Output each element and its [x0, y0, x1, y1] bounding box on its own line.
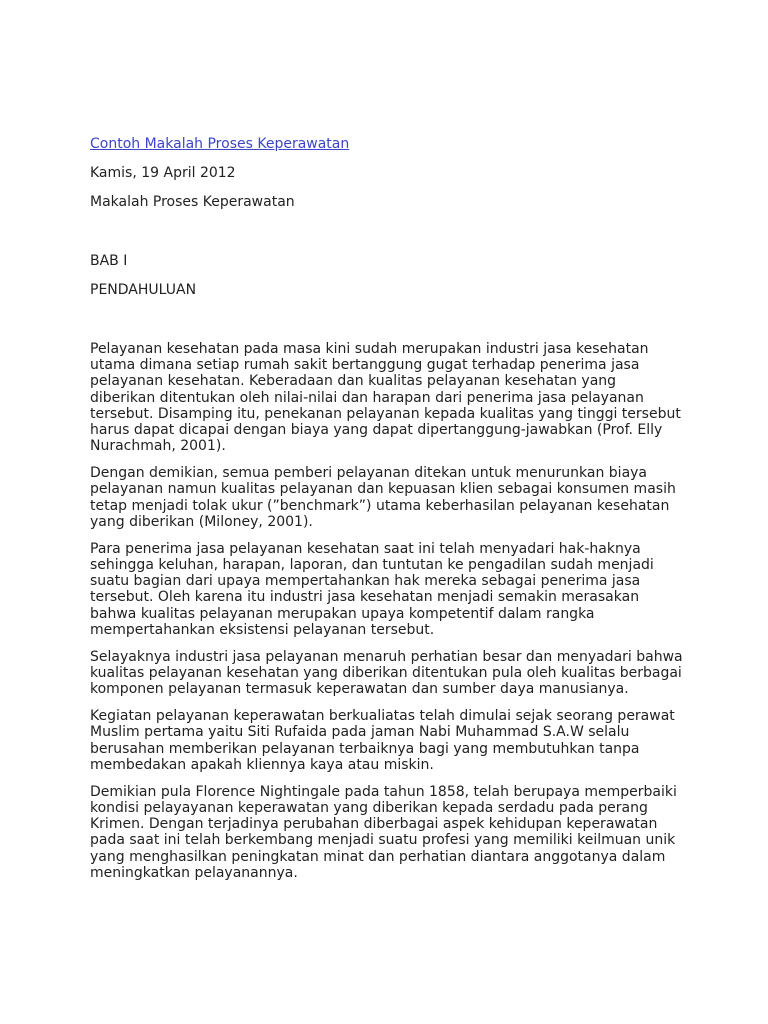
text-line: kondisi pelayayanan keperawatan yang diberikan kepada serdadu pada perang [90, 800, 648, 817]
text-line: suatu bagian dari upaya mempertahankan hak mereka sebagai penerima jasa [90, 573, 641, 590]
paragraph-4 [90, 649, 690, 698]
text-line: komponen pelayanan termasuk keperawatan dan sumber daya manusianya. [90, 681, 629, 698]
document-subtitle: Makalah Proses Keperawatan [90, 194, 295, 210]
paragraph-5 [90, 708, 690, 773]
text-line: diberikan ditentukan oleh nilai-nilai dan harapan dari penerima jasa pelayanan [90, 389, 644, 406]
text-line: harus dapat dicapai dengan biaya yang dapat dipertanggung-jawabkan (Prof. Elly [90, 422, 663, 439]
body-text [90, 341, 690, 881]
text-line: pelayanan namun kualitas pelayanan dan kepuasan klien sebagai konsumen masih [90, 481, 676, 498]
text-line: berusahan memberikan pelayanan terbaiknya bagi yang membutuhkan tanpa [90, 740, 640, 757]
text-line: pelayanan kesehatan. Keberadaan dan kualitas pelayanan kesehatan yang [90, 373, 617, 390]
chapter-title: PENDAHULUAN [90, 282, 197, 298]
text-line: Pelayanan kesehatan pada masa kini sudah merupakan industri jasa kesehatan [90, 341, 649, 357]
text-line: yang menghasilkan peningkatan minat dan perhatian diantara anggotanya dalam [90, 848, 666, 865]
text-line: Demikian pula Florence Nightingale pada tahun 1858, telah berupaya memperbaiki [90, 783, 677, 800]
text-line: Nurachmah, 2001). [90, 438, 226, 455]
text-line: Para penerima jasa pelayanan kesehatan saat ini telah menyadari hak-haknya [90, 540, 641, 557]
chapter-number: BAB I [90, 253, 128, 269]
paragraph-3 [90, 541, 690, 638]
text-line: Kegiatan pelayanan keperawatan berkualiatas telah dimulai sejak seorang perawat [90, 708, 675, 725]
article-title-link[interactable]: Contoh Makalah Proses Keperawatan [90, 136, 350, 152]
text-line: bahwa kualitas pelayanan merupakan upaya kompetentif dalam rangka [90, 605, 595, 622]
paragraph-1 [90, 341, 690, 454]
text-line: Muslim pertama yaitu Siti Rufaida pada jaman Nabi Muhammad S.A.W selalu [90, 724, 630, 741]
text-line: mempertahankan eksistensi pelayanan tersebut. [90, 621, 435, 638]
post-date: Kamis, 19 April 2012 [90, 165, 236, 181]
text-line: Krimen. Dengan terjadinya perubahan diberbagai aspek kehidupan keperawatan [90, 816, 658, 833]
paragraph-2 [90, 465, 690, 530]
text-line: membedakan apakah kliennya kaya atau miskin. [90, 756, 434, 773]
paragraph-6 [90, 784, 690, 881]
text-line: sehingga keluhan, harapan, laporan, dan tuntutan ke pengadilan sudah menjadi [90, 557, 654, 574]
text-line: pada saat ini telah berkembang menjadi suatu profesi yang memiliki keilmuan unik [90, 832, 676, 849]
document-page [90, 136, 690, 892]
text-line: tersebut. Disamping itu, penekanan pelayanan kepada kualitas yang tinggi tersebut [90, 405, 681, 422]
text-line: tetap menjadi tolak ukur (”benchmark”) utama keberhasilan pelayanan kesehatan [90, 497, 670, 514]
text-line: yang diberikan (Miloney, 2001). [90, 513, 313, 530]
text-line: kualitas pelayanan kesehatan yang diberikan ditentukan pula oleh kualitas berbagai [90, 665, 682, 682]
text-line: tersebut. Oleh karena itu industri jasa kesehatan menjadi semakin merasakan [90, 589, 640, 606]
text-line: meningkatkan pelayanannya. [90, 864, 298, 881]
text-line: utama dimana setiap rumah sakit bertanggung gugat terhadap penerima jasa [90, 357, 640, 374]
text-line: Selayaknya industri jasa pelayanan menaruh perhatian besar dan menyadari bahwa [90, 648, 683, 665]
text-line: Dengan demikian, semua pemberi pelayanan ditekan untuk menurunkan biaya [90, 465, 648, 482]
